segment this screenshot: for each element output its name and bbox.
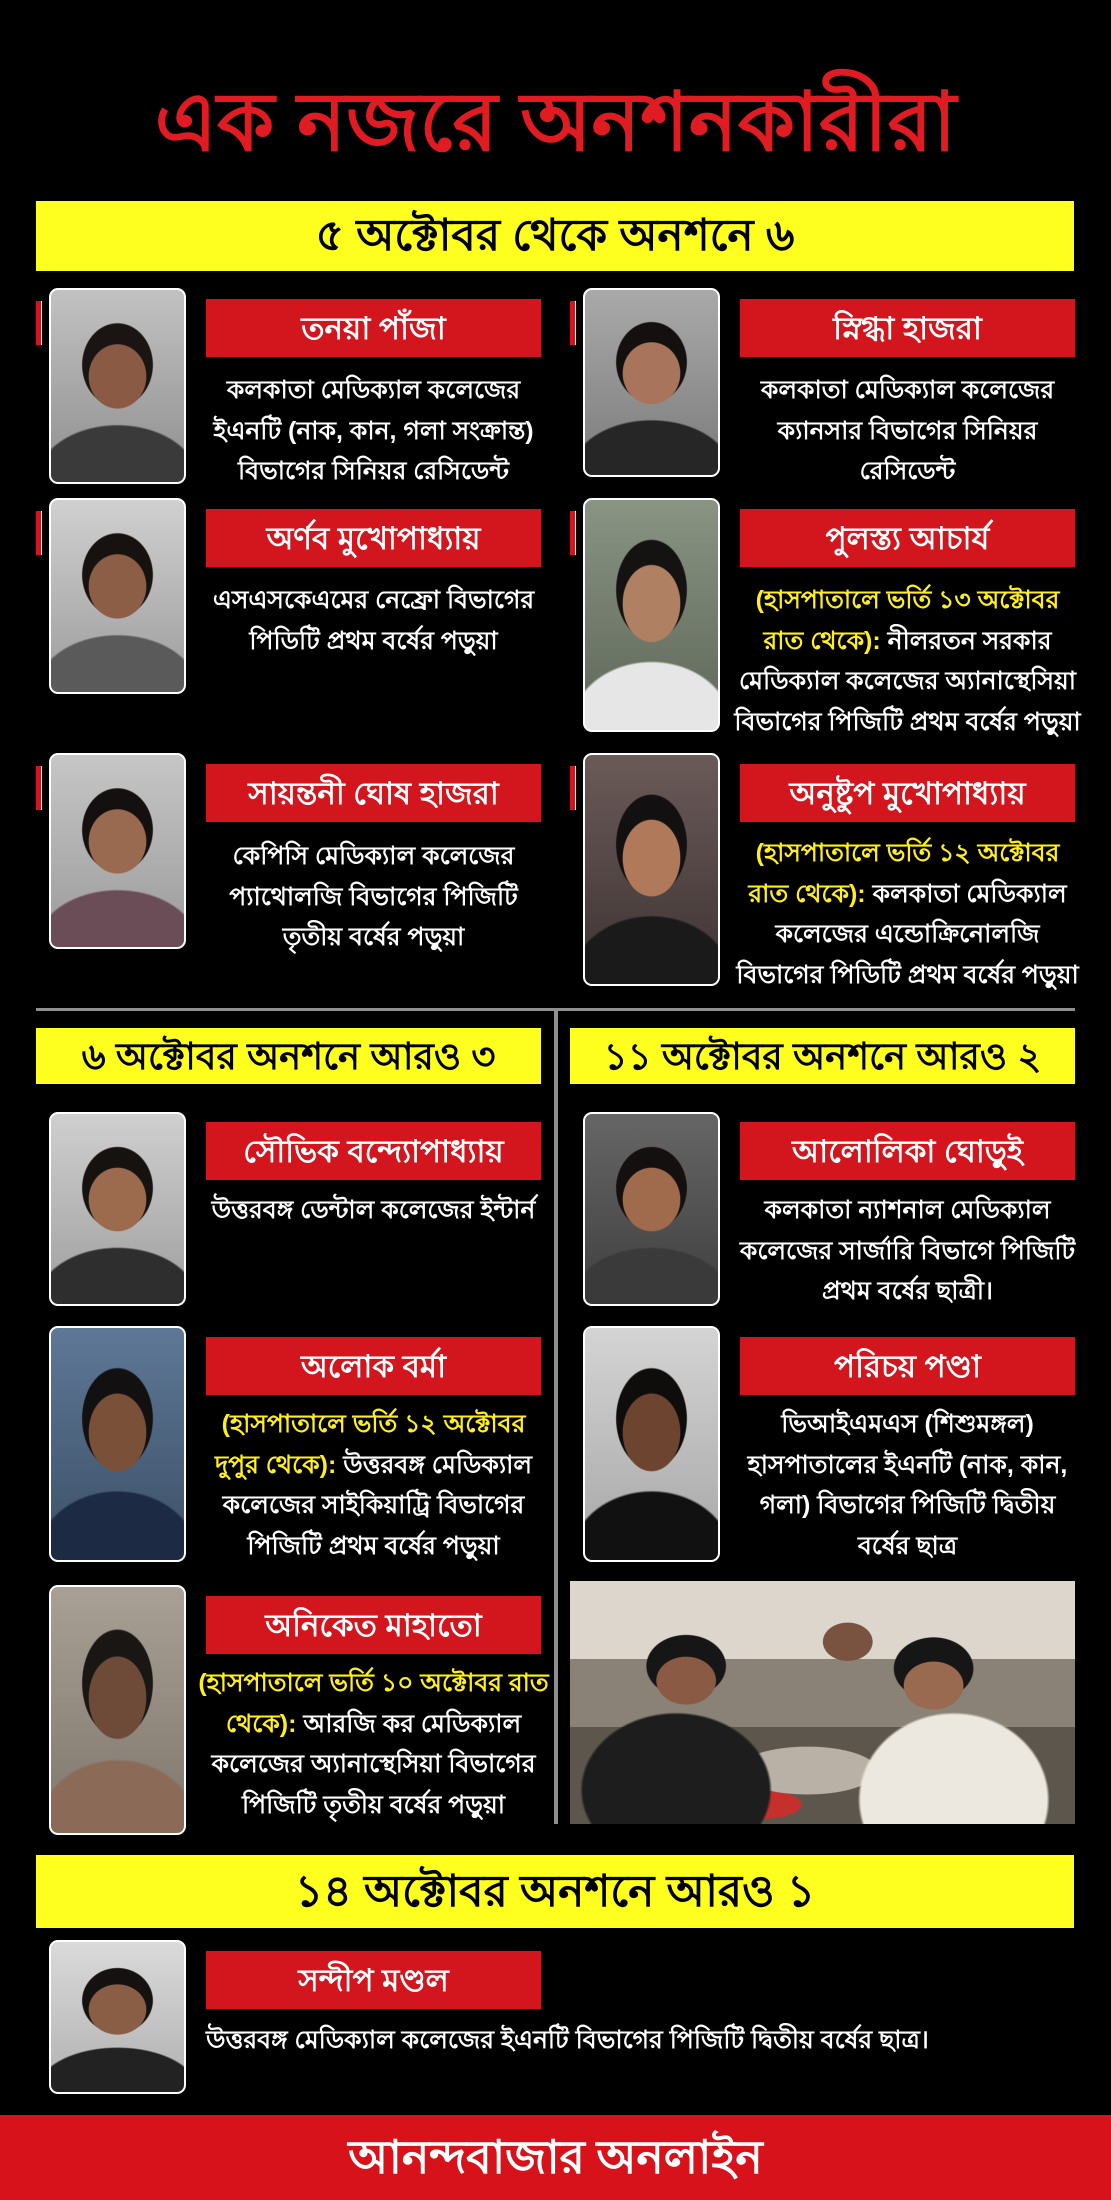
description	[734, 580, 1081, 743]
red-accent-bar	[36, 511, 42, 555]
person-name: পুলস্ত্য আচার্য	[825, 520, 990, 556]
admission-note: থেকে):	[225, 1709, 297, 1738]
name-label	[206, 299, 541, 357]
name-label	[206, 1122, 541, 1180]
person-name: তনয়া পাঁজা	[301, 310, 446, 346]
profile-card-sandip-mondal	[36, 1940, 929, 2094]
name-label	[740, 764, 1075, 822]
portrait-photo	[49, 1940, 186, 2094]
profile-card-tonaya-panja	[36, 288, 541, 484]
description-line: রেসিডেন্ট	[859, 457, 956, 486]
section-banner-oct-6: ৬ অক্টোবর অনশনে আরও ৩	[36, 1028, 541, 1084]
portrait-photo	[49, 1326, 186, 1562]
footer-brand-bar	[0, 2115, 1111, 2200]
description-line: কলকাতা মেডিক্যাল কলেজের	[226, 376, 521, 404]
description-text: আরজি কর মেডিক্যাল	[296, 1709, 522, 1738]
name-label	[740, 509, 1075, 567]
description-line: বিভাগের পিডিটি প্রথম বর্ষের পড়ুয়া	[736, 961, 1079, 990]
description-line: মেডিক্যাল কলেজের অ্যানাস্থেসিয়া	[739, 667, 1076, 696]
description-line: কেপিসি মেডিক্যাল কলেজের	[232, 842, 515, 870]
red-accent-bar	[570, 511, 576, 555]
portrait-photo	[49, 498, 186, 694]
portrait-photo	[583, 1112, 720, 1306]
person-name: পরিচয় পণ্ডা	[834, 1348, 981, 1384]
description-line: কলেজের অ্যানাস্থেসিয়া বিভাগের	[211, 1750, 536, 1779]
portrait-photo	[583, 498, 720, 732]
description-line: এসএসকেএমের নেফ্রো বিভাগের	[212, 586, 535, 614]
profile-card-arnab-mukhopadhyay	[36, 498, 541, 694]
description-line	[215, 1445, 532, 1486]
profile-card-aniket-mahato	[36, 1585, 549, 1835]
description-text: উত্তরবঙ্গ মেডিক্যাল	[336, 1450, 532, 1479]
description	[736, 833, 1079, 996]
portrait-photo	[583, 753, 720, 986]
name-label	[206, 1337, 541, 1395]
description	[206, 1190, 541, 1231]
description-line: বিভাগের পিজিটি প্রথম বর্ষের পড়ুয়া	[734, 708, 1081, 737]
vertical-divider	[554, 1011, 558, 1824]
name-label	[740, 1122, 1075, 1180]
admission-note: (হাসপাতালে ভর্তি ১২ অক্টোবর	[221, 1410, 526, 1438]
description	[740, 1404, 1075, 1567]
name-label	[740, 299, 1075, 357]
description-line	[763, 621, 1051, 662]
portrait-photo	[583, 288, 720, 477]
description-line: কলকাতা মেডিক্যাল কলেজের	[760, 376, 1055, 404]
admission-note: রাত থেকে):	[748, 879, 866, 908]
person-name: সৌভিক বন্দ্যোপাধ্যায়	[243, 1133, 504, 1169]
portrait-photo	[49, 1585, 186, 1835]
admission-note: (হাসপাতালে ভর্তি ১২ অক্টোবর	[755, 839, 1060, 867]
portrait-photo	[49, 1112, 186, 1306]
profile-card-pulastya-acharya	[570, 498, 1081, 737]
description-line: পিজিটি প্রথম বর্ষের পড়ুয়া	[247, 1532, 500, 1561]
name-label	[206, 1951, 541, 2009]
profile-card-snigdha-hazra	[570, 288, 1075, 486]
person-name: অনুষ্টুপ মুখোপাধ্যায়	[789, 775, 1026, 811]
description-line: প্যাথোলজি বিভাগের পিজিটি	[229, 882, 518, 911]
profile-card-alok-barma	[36, 1326, 541, 1562]
description-line: কলেজের এন্ডোক্রিনোলজি	[775, 920, 1040, 949]
admission-note: রাত থেকে):	[763, 626, 881, 655]
name-label	[740, 1337, 1075, 1395]
description-line: পিজিটি তৃতীয় বর্ষের পড়ুয়া	[242, 1791, 505, 1820]
person-name: আলোলিকা ঘোড়ুই	[792, 1133, 1023, 1169]
red-accent-bar	[570, 766, 576, 810]
description-line: ইএনটি (নাক, কান, গলা সংক্রান্ত)	[213, 416, 534, 445]
portrait-photo	[49, 288, 186, 484]
name-label	[206, 764, 541, 822]
person-name: অলোক বর্মা	[300, 1348, 447, 1384]
description	[206, 580, 541, 661]
description-text: নীলরতন সরকার	[880, 626, 1052, 655]
admission-note: (হাসপাতালে ভর্তি ১০ অক্টোবর রাত	[198, 1669, 549, 1697]
description	[740, 1190, 1075, 1312]
description	[206, 1404, 541, 1567]
description-line: বর্ষের ছাত্র	[857, 1532, 958, 1561]
brand-logo-text: আনন্দবাজার অনলাইন	[348, 2131, 763, 2183]
red-accent-bar	[36, 766, 42, 810]
description	[740, 370, 1075, 492]
description-line	[748, 874, 1066, 915]
page-title: এক নজরে অনশনকারীরা	[154, 77, 957, 168]
portrait-photo	[583, 1326, 720, 1562]
description-line: ক্যানসার বিভাগের সিনিয়র	[777, 416, 1038, 445]
description-line: তৃতীয় বর্ষের পড়ুয়া	[282, 923, 465, 952]
person-name: অনিকেত মাহাতো	[265, 1607, 482, 1643]
portrait-photo	[49, 753, 186, 949]
person-name: অর্ণব মুখোপাধ্যায়	[266, 520, 481, 556]
description-line: উত্তরবঙ্গ ডেন্টাল কলেজের ইন্টার্ন	[211, 1196, 536, 1224]
description-line: পিডিটি প্রথম বর্ষের পড়ুয়া	[249, 626, 498, 655]
description-line: বিভাগের সিনিয়র রেসিডেন্ট	[238, 457, 509, 486]
description-line	[226, 1704, 521, 1745]
red-accent-bar	[570, 301, 576, 345]
person-name: সন্দীপ মণ্ডল	[298, 1962, 449, 1998]
description-line: কলেজের সাইকিয়াট্রি বিভাগের	[222, 1491, 525, 1520]
description	[206, 836, 541, 958]
name-label	[206, 509, 541, 567]
red-accent-bar	[36, 301, 42, 345]
profile-card-alolika-ghorui	[570, 1112, 1075, 1306]
profile-card-souvik-bandyopadhyay	[36, 1112, 541, 1306]
description-line: কলেজের সার্জারি বিভাগে পিজিটি	[739, 1236, 1076, 1265]
description-line: প্রথম বর্ষের ছাত্রী।	[822, 1277, 993, 1306]
description-text: কলকাতা মেডিক্যাল	[865, 879, 1067, 908]
profile-card-porichoy-panda	[570, 1326, 1075, 1562]
name-label	[206, 1596, 541, 1654]
admission-note: দুপুর থেকে):	[214, 1450, 337, 1479]
section-banner-oct-5: ৫ অক্টোবর থেকে অনশনে ৬	[36, 201, 1074, 271]
description-line: কলকাতা ন্যাশনাল মেডিক্যাল	[764, 1196, 1051, 1224]
section-banner-oct-14: ১৪ অক্টোবর অনশনে আরও ১	[36, 1855, 1074, 1928]
group-photo	[570, 1581, 1075, 1824]
description-line: উত্তরবঙ্গ মেডিক্যাল কলেজের ইএনটি বিভাগের পিজিটি দ্বিতীয় বর্ষের ছাত্র।	[206, 2026, 929, 2054]
description	[206, 2020, 1066, 2061]
profile-card-sayantani-ghosh-hazra	[36, 753, 541, 952]
person-name: স্নিগ্ধা হাজরা	[833, 310, 982, 346]
description-line: হাসপাতালের ইএনটি (নাক, কান,	[747, 1450, 1068, 1479]
description-line: ভিআইএমএস (শিশুমঙ্গল)	[781, 1410, 1034, 1438]
description	[198, 1663, 549, 1826]
section-banner-oct-11: ১১ অক্টোবর অনশনে আরও ২	[570, 1028, 1075, 1084]
description	[206, 370, 541, 492]
description-line: গলা) বিভাগের পিজিটি দ্বিতীয়	[759, 1491, 1056, 1520]
profile-card-anushtup-mukhopadhyay	[570, 753, 1079, 990]
person-name: সায়ন্তনী ঘোষ হাজরা	[248, 775, 499, 811]
admission-note: (হাসপাতালে ভর্তি ১৩ অক্টোবর	[755, 586, 1060, 614]
